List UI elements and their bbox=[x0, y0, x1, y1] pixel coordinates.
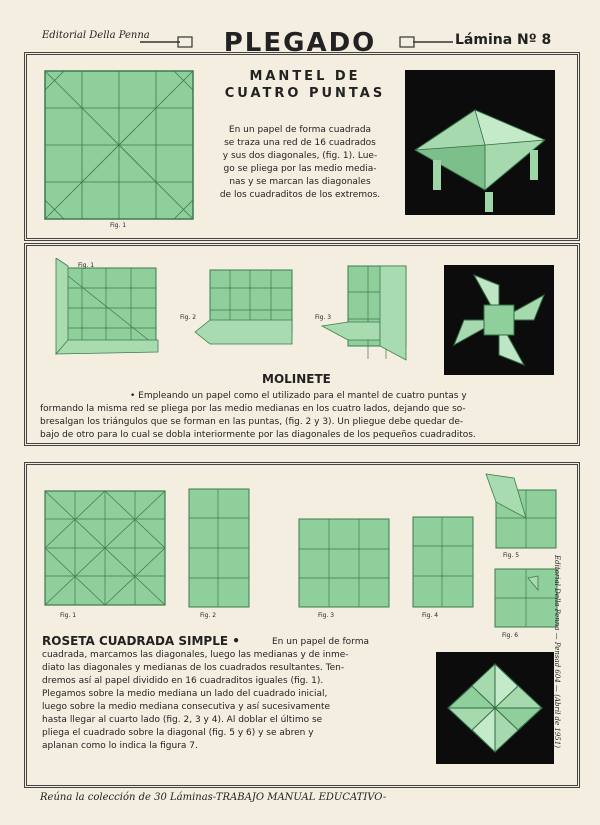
molinete-body-text: • Empleando un papel como el utilizado para el mantel de cuatro puntas y formando la misma red se pliega por las medio medianas en los cuatro lados, dejando que so- bresalgan los triángulos que se forman en las puntas, (fig. 2 y 3). Un pliegue debe quedar de- bajo de otro para lo cual se dobla interiormente por las diagonales de los pequeños cuadraditos. bbox=[40, 391, 476, 440]
mantel-photo bbox=[405, 70, 555, 215]
figure-label: Fig. 1 bbox=[110, 222, 127, 229]
roseta-photo bbox=[436, 652, 554, 764]
roseta-figure-2 bbox=[188, 488, 250, 608]
section-subtitle: MANTEL DE CUATRO PUNTAS bbox=[224, 69, 386, 101]
section-title-roseta: ROSETA CUADRADA SIMPLE • bbox=[42, 634, 240, 648]
roseta-figure-3 bbox=[298, 518, 390, 608]
figure-label: Fig. 1 bbox=[60, 612, 77, 619]
figure-label: Fig. 6 bbox=[502, 632, 519, 639]
roseta-intro-text: En un papel de forma bbox=[272, 637, 369, 647]
molinete-photo bbox=[444, 265, 554, 375]
mantel-figure-1 bbox=[44, 70, 194, 220]
figure-label: Fig. 4 bbox=[422, 612, 439, 619]
header-ornament-right bbox=[398, 36, 453, 48]
section-title-molinete: MOLINETE bbox=[262, 372, 331, 386]
figure-label: Fig. 3 bbox=[318, 612, 335, 619]
figure-label: Fig. 2 bbox=[180, 314, 197, 321]
sidebar-credit: Editorial Della Penna — Pensad 604 — (Abril de 1951) bbox=[553, 555, 561, 748]
section-body-text: En un papel de forma cuadrada se traza una red de 16 cuadrados y sus dos diagonales, (fig. 1). Lue- go se pliega por las medio media- nas y se marcan las diagonales de los cuadraditos de los extremos. bbox=[219, 125, 381, 200]
molinete-figure-3 bbox=[320, 264, 410, 364]
footer-collection-note: Reúna la colección de 30 Láminas-TRABAJO MANUAL EDUCATIVO- bbox=[40, 792, 387, 803]
figure-label: Fig. 5 bbox=[503, 552, 520, 559]
page-title: PLEGADO bbox=[223, 28, 377, 58]
plate-number: Lámina Nº 8 bbox=[455, 32, 552, 48]
molinete-figure-2 bbox=[190, 268, 295, 353]
molinete-figure-1 bbox=[46, 258, 161, 358]
roseta-body-text: cuadrada, marcamos las diagonales, luego las medianas y de inme- diato las diagonales y medianas de los cuadrados resultantes. Ten- dremos así al papel dividido en 16 cuadraditos iguales (fig. 1). Plegamos sobre la medio mediana un lado del cuadrado inicial, luego sobre la medio mediana consecutiva y así sucesivamente hasta llegar al cuarto lado (fig. 2, 3 y 4). Al doblar el último se pliega el cuadrado sobre la diagonal (fig. 5 y 6) y se abren y aplanan como lo indica la figura 7. bbox=[42, 650, 349, 751]
roseta-figure-4 bbox=[412, 516, 474, 608]
figure-label: Fig. 1 bbox=[78, 262, 95, 269]
roseta-figure-1 bbox=[44, 490, 166, 606]
figure-label: Fig. 2 bbox=[200, 612, 217, 619]
publisher-logo: Editorial Della Penna bbox=[42, 30, 150, 41]
figure-label: Fig. 3 bbox=[315, 314, 332, 321]
roseta-figure-5 bbox=[484, 472, 558, 550]
